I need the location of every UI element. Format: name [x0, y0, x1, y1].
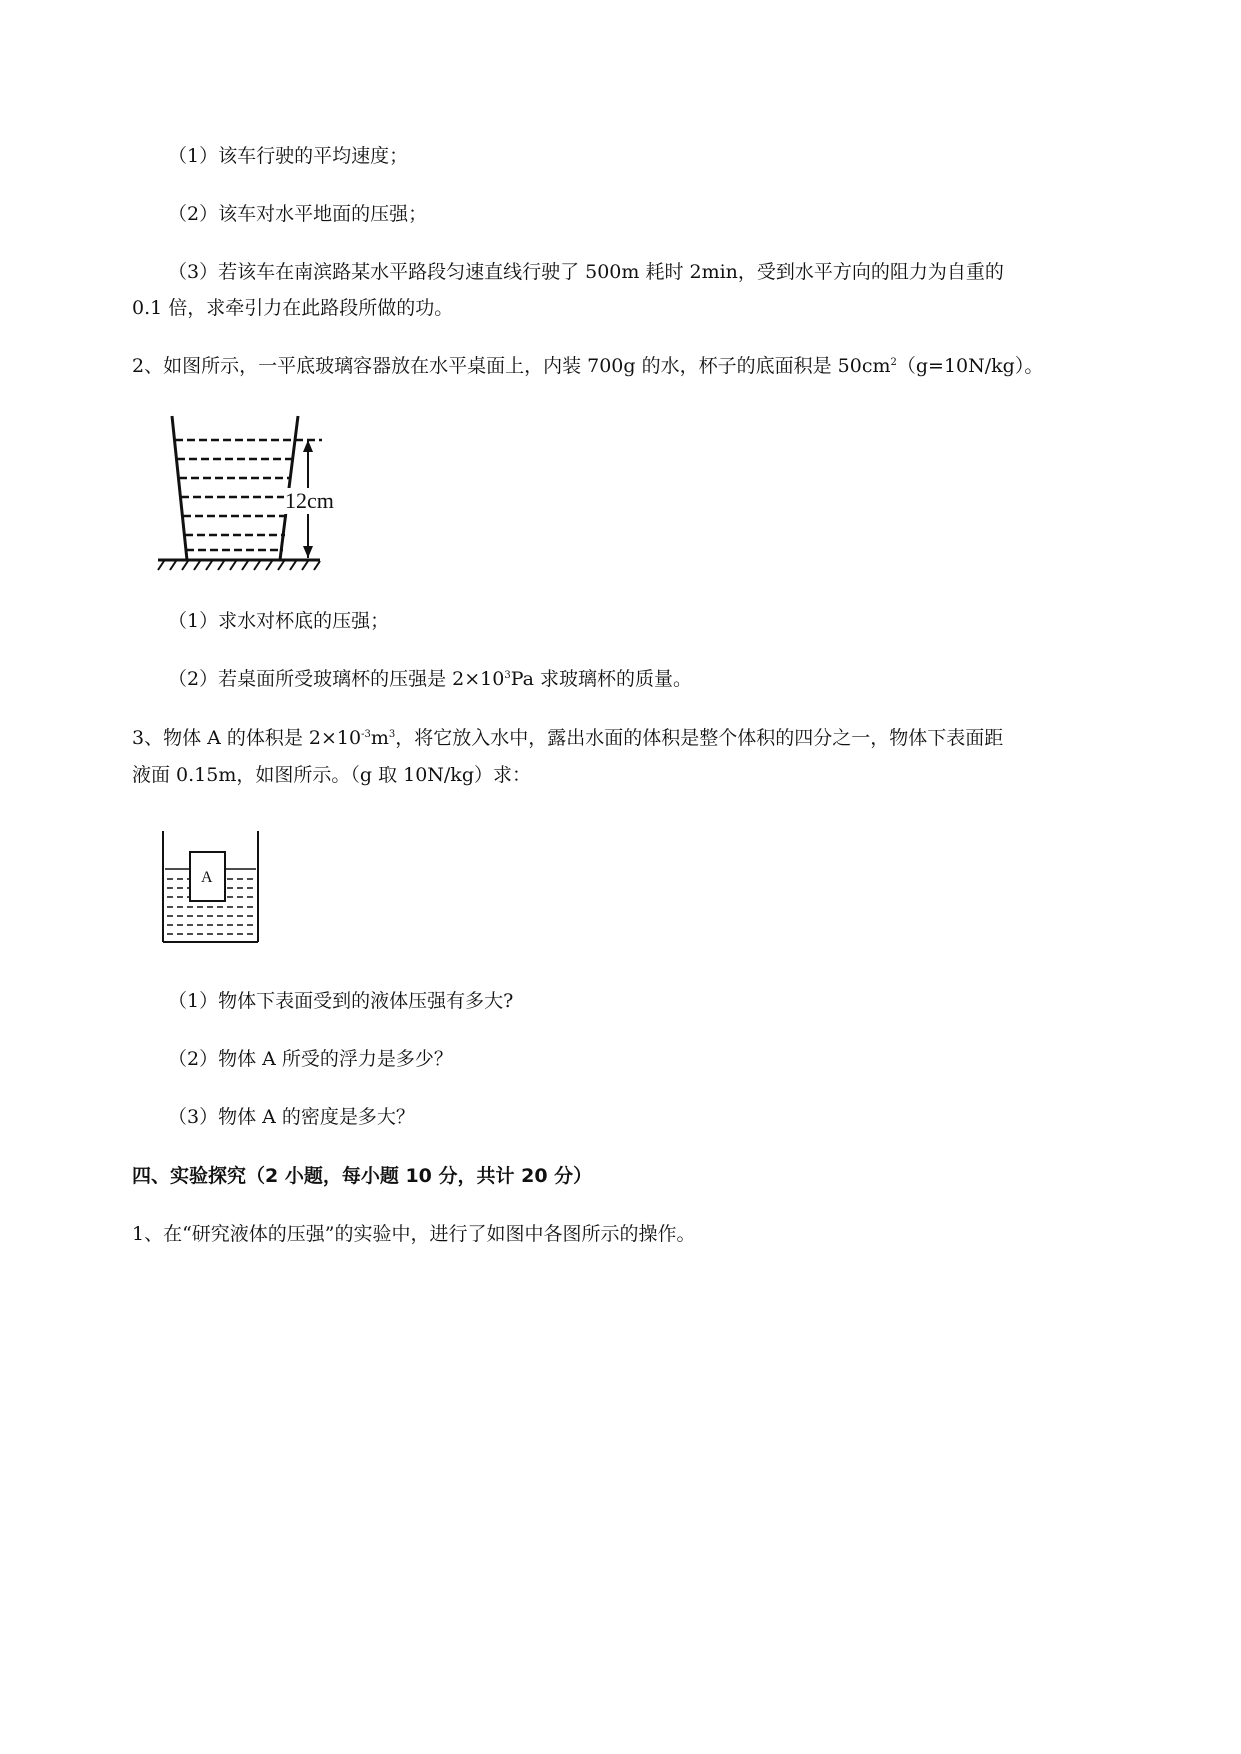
q3-sub1: （1）物体下表面受到的液体压强有多大? — [168, 990, 514, 1012]
q3-sub2: （2）物体 A 所受的浮力是多少？ — [168, 1048, 453, 1070]
section4-q1: 1、在“研究液体的压强”的实验中，进行了如图中各图所示的操作。 — [132, 1223, 696, 1245]
floating-block-figure — [155, 825, 270, 950]
q2-stem-tail: （g=10N/kg）。 — [896, 355, 1044, 377]
q3-stem-line2: 液面 0.15m，如图所示。（g 取 10N/kg）求： — [132, 764, 531, 786]
q2-figure-label: 12cm — [285, 488, 334, 513]
q2-sub2-sup: 3 — [504, 670, 511, 681]
q1-sub1: （1）该车行驶的平均速度； — [168, 145, 409, 167]
q2-stem-sup: 2 — [890, 357, 897, 368]
q2-sub2-tail: Pa 求玻璃杯的质量。 — [510, 668, 693, 690]
q3-figure-label: A — [201, 869, 213, 886]
glass-container-figure — [150, 410, 370, 580]
q2-stem — [132, 354, 1043, 378]
q3-stem-tail: ，将它放入水中，露出水面的体积是整个体积的四分之一，物体下表面距 — [395, 727, 1004, 749]
q2-sub2 — [168, 667, 692, 691]
section4-heading: 四、实验探究（2 小题，每小题 10 分，共计 20 分） — [132, 1165, 593, 1187]
q1-sub3-line1: （3）若该车在南滨路某水平路段匀速直线行驶了 500m 耗时 2min，受到水平方向的阻力为自重的 — [168, 261, 1004, 283]
q2-stem-text: 2、如图所示，一平底玻璃容器放在水平桌面上，内装 700g 的水，杯子的底面积是 50cm — [132, 355, 891, 377]
q3-sub3: （3）物体 A 的密度是多大？ — [168, 1106, 415, 1128]
q1-sub2: （2）该车对水平地面的压强； — [168, 203, 428, 225]
q3-stem-unit: m — [370, 727, 389, 749]
q2-sub2-text: （2）若桌面所受玻璃杯的压强是 2×10 — [168, 668, 505, 690]
q3-stem-line1 — [132, 726, 1003, 750]
q2-sub1: （1）求水对杯底的压强； — [168, 610, 390, 632]
q3-stem-sup2: 3 — [388, 729, 396, 740]
q3-stem-text: 3、物体 A 的体积是 2×10 — [132, 727, 362, 749]
q1-sub3-line2: 0.1 倍，求牵引力在此路段所做的功。 — [132, 297, 454, 319]
q3-stem-sup1: -3 — [361, 729, 371, 740]
